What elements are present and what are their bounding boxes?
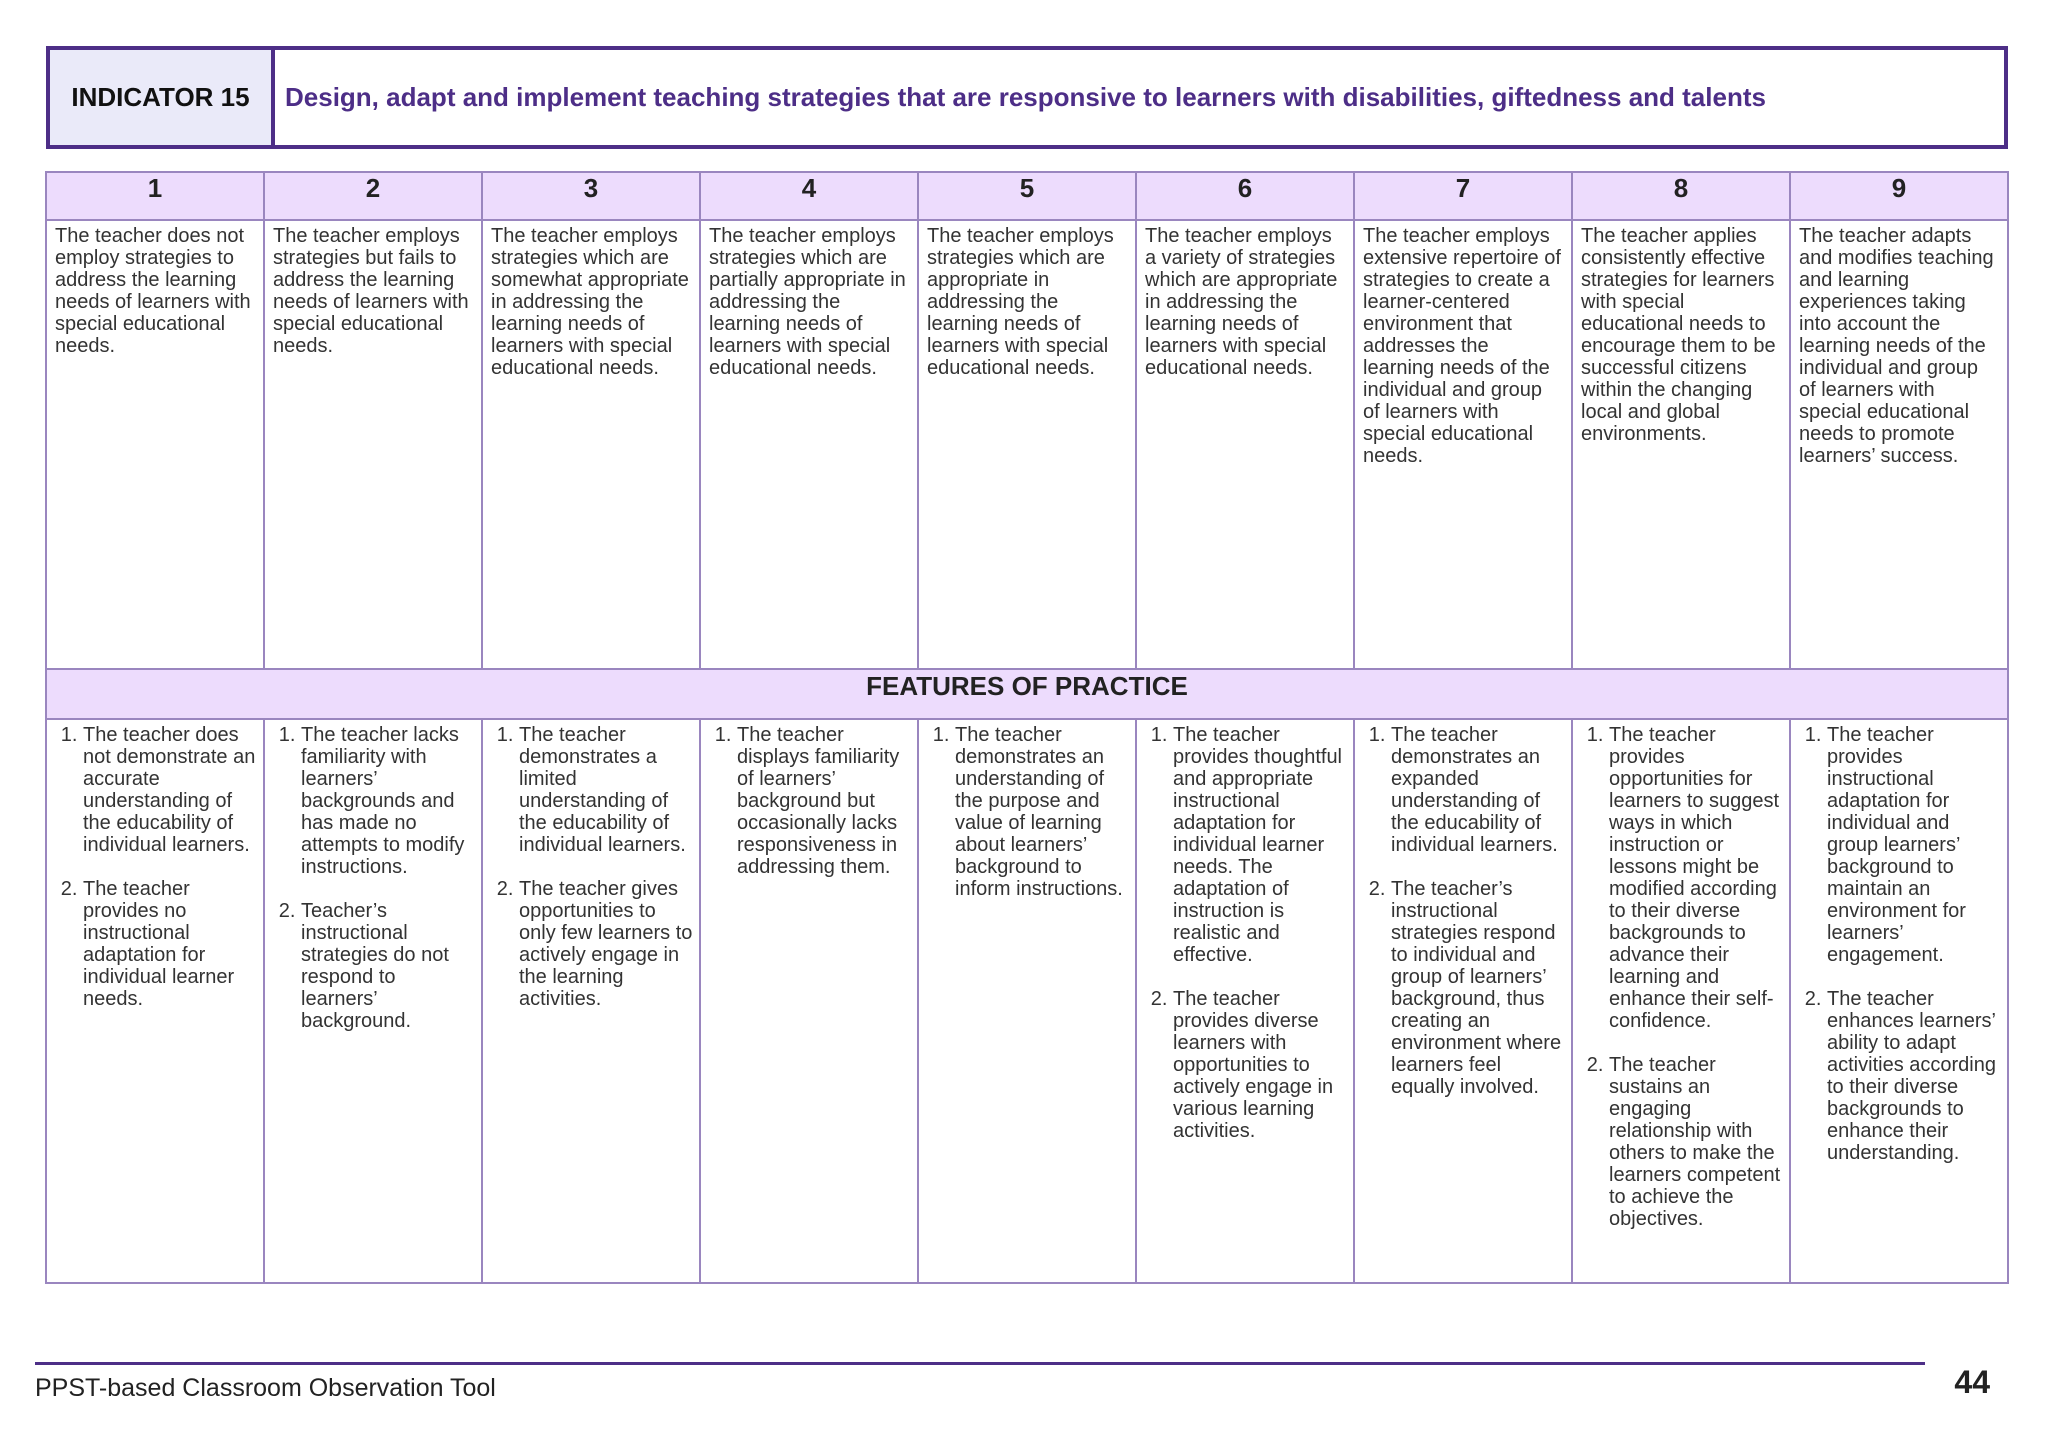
level-description: The teacher adapts and modifies teaching and learning experiences taking into account the learning needs of the individual and group of learners with special educational needs to promote learners’ success. xyxy=(1790,220,2008,669)
level-features xyxy=(482,719,700,1283)
features-list xyxy=(55,724,257,1010)
level-description: The teacher employs strategies which are partially appropriate in addressing the learning needs of learners with special educational needs. xyxy=(700,220,918,669)
level-features xyxy=(1136,719,1354,1283)
level-number: 6 xyxy=(1136,172,1354,220)
level-features xyxy=(1790,719,2008,1283)
feature-item: 2. The teacher provides no instructional adaptation for individual learner needs. xyxy=(83,878,257,1010)
features-list xyxy=(273,724,475,1032)
features-row xyxy=(46,719,2008,1283)
rubric-table xyxy=(45,171,2009,1284)
level-number: 4 xyxy=(700,172,918,220)
feature-item: 1. The teacher demonstrates an expanded understanding of the educability of individual learners. xyxy=(1391,724,1565,856)
features-heading: FEATURES OF PRACTICE xyxy=(46,669,2008,719)
features-list xyxy=(709,724,911,878)
feature-item: 2. Teacher’s instructional strategies do not respond to learners’ background. xyxy=(301,900,475,1032)
footer-divider xyxy=(35,1362,1925,1365)
feature-item: 1. The teacher demonstrates an understanding of the purpose and value of learning about learners’ background to inform instructions. xyxy=(955,724,1129,900)
level-number: 7 xyxy=(1354,172,1572,220)
features-list xyxy=(1363,724,1565,1098)
feature-item: 1. The teacher provides opportunities for learners to suggest ways in which instruction or lessons might be modified according to their diverse backgrounds to advance their learning and enhance their self-confidence. xyxy=(1609,724,1783,1032)
level-features xyxy=(46,719,264,1283)
indicator-title: Design, adapt and implement teaching strategies that are responsive to learners with disabilities, giftedness and talents xyxy=(285,82,1766,112)
features-list xyxy=(1145,724,1347,1142)
feature-item: 2. The teacher enhances learners’ ability to adapt activities according to their diverse backgrounds to enhance their understanding. xyxy=(1827,988,2001,1164)
level-features xyxy=(1354,719,1572,1283)
level-number: 9 xyxy=(1790,172,2008,220)
level-number: 5 xyxy=(918,172,1136,220)
indicator-header xyxy=(46,46,2008,149)
level-number: 3 xyxy=(482,172,700,220)
features-list xyxy=(927,724,1129,900)
feature-item: 2. The teacher’s instructional strategies respond to individual and group of learners’ background, thus creating an environment where learners feel equally involved. xyxy=(1391,878,1565,1098)
features-list xyxy=(1799,724,2001,1164)
level-features xyxy=(264,719,482,1283)
feature-item: 1. The teacher displays familiarity of learners’ background but occasionally lacks responsiveness in addressing them. xyxy=(737,724,911,878)
feature-item: 1. The teacher provides instructional adaptation for individual and group learners’ background to maintain an environment for learners’ engagement. xyxy=(1827,724,2001,966)
feature-item: 2. The teacher gives opportunities to only few learners to actively engage in the learning activities. xyxy=(519,878,693,1010)
features-list xyxy=(491,724,693,1010)
description-row xyxy=(46,220,2008,669)
feature-item: 1. The teacher does not demonstrate an accurate understanding of the educability of individual learners. xyxy=(83,724,257,856)
feature-item: 1. The teacher lacks familiarity with learners’ backgrounds and has made no attempts to modify instructions. xyxy=(301,724,475,878)
level-number: 8 xyxy=(1572,172,1790,220)
feature-item: 1. The teacher demonstrates a limited understanding of the educability of individual learners. xyxy=(519,724,693,856)
features-heading-row xyxy=(46,669,2008,719)
feature-item: 2. The teacher sustains an engaging relationship with others to make the learners competent to achieve the objectives. xyxy=(1609,1054,1783,1230)
features-list xyxy=(1581,724,1783,1230)
level-features xyxy=(1572,719,1790,1283)
level-header-row xyxy=(46,172,2008,220)
level-description: The teacher employs extensive repertoire of strategies to create a learner-centered environment that addresses the learning needs of the individual and group of learners with special educational needs. xyxy=(1354,220,1572,669)
level-description: The teacher employs strategies but fails to address the learning needs of learners with special educational needs. xyxy=(264,220,482,669)
indicator-label: INDICATOR 15 xyxy=(50,50,275,145)
level-features xyxy=(918,719,1136,1283)
page-number: 44 xyxy=(1954,1364,1990,1400)
level-description: The teacher employs strategies which are appropriate in addressing the learning needs of learners with special educational needs. xyxy=(918,220,1136,669)
level-description: The teacher employs a variety of strategies which are appropriate in addressing the learning needs of learners with special educational needs. xyxy=(1136,220,1354,669)
footer-title: PPST-based Classroom Observation Tool xyxy=(35,1374,496,1402)
level-features xyxy=(700,719,918,1283)
level-description: The teacher does not employ strategies to address the learning needs of learners with special educational needs. xyxy=(46,220,264,669)
feature-item: 1. The teacher provides thoughtful and appropriate instructional adaptation for individual learner needs. The adaptation of instruction is realistic and effective. xyxy=(1173,724,1347,966)
feature-item: 2. The teacher provides diverse learners with opportunities to actively engage in various learning activities. xyxy=(1173,988,1347,1142)
level-number: 2 xyxy=(264,172,482,220)
level-number: 1 xyxy=(46,172,264,220)
level-description: The teacher applies consistently effective strategies for learners with special educational needs to encourage them to be successful citizens within the changing local and global environments. xyxy=(1572,220,1790,669)
level-description: The teacher employs strategies which are somewhat appropriate in addressing the learning needs of learners with special educational needs. xyxy=(482,220,700,669)
